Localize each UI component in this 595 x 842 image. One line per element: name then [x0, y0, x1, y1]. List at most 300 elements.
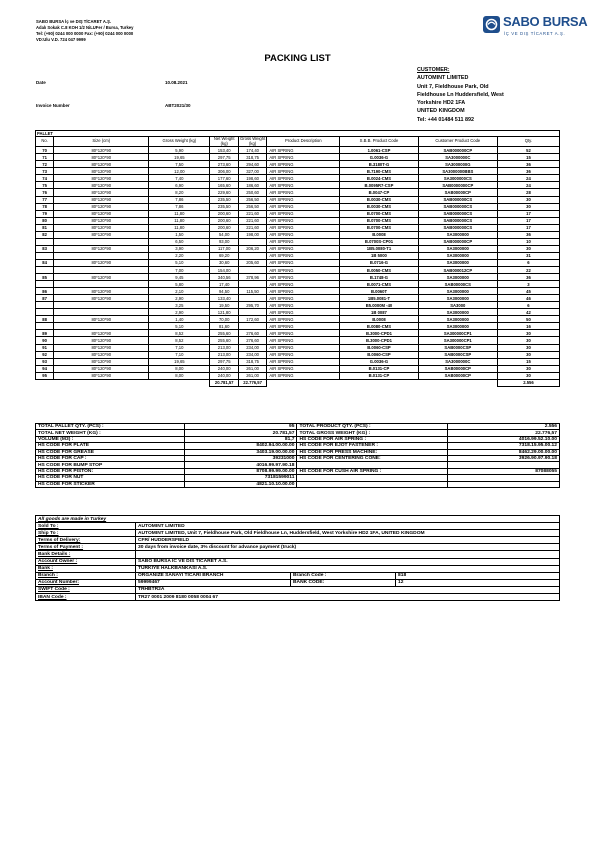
pallet-gross-weight: 6,50: [149, 238, 210, 245]
customer-block: [417, 66, 504, 124]
net-weight: 200,60: [210, 210, 238, 217]
customer-line: Unit 7, Fieldhouse Park, Old: [417, 83, 489, 90]
net-weight: 306,00: [210, 168, 238, 175]
info-label: SWIFT Code :: [36, 586, 136, 593]
company-header: [36, 19, 133, 43]
customer-line: Yorkshire HD2 1FA: [417, 100, 466, 107]
quantity: 36: [497, 231, 559, 238]
pallet-no: 74: [36, 175, 54, 182]
pallet-no: 73: [36, 168, 54, 175]
product-description: AIR SPRING: [267, 161, 340, 168]
pallet-group-label: PALLET: [36, 131, 560, 137]
sbb-product-code: B.3000-CPD1: [340, 330, 418, 337]
pallet-gross-weight: 7,10: [149, 344, 210, 351]
customer-product-code: SA3000000: [418, 252, 497, 259]
table-row: [36, 182, 560, 189]
logo-mark-icon: [483, 16, 500, 33]
invoice-label: Invoice Number: [36, 103, 70, 108]
net-weight: 229,60: [210, 189, 238, 196]
pallet-size: 80*120*90: [54, 295, 149, 302]
info-value: ORGANIZE SANAYI TICARI BRANCH: [136, 572, 291, 579]
pallet-gross-weight: 5,80: [149, 281, 210, 288]
pallet-no: 87: [36, 295, 54, 302]
sbb-product-code: B.0024-CMS: [340, 175, 418, 182]
quantity: 3: [497, 281, 559, 288]
net-weight: 200,60: [210, 224, 238, 231]
customer-product-code: SA300000CP1: [418, 330, 497, 337]
pallet-no: 86: [36, 288, 54, 295]
gross-weight: 198,60: [238, 175, 266, 182]
info-value: [136, 551, 560, 558]
sbb-product-code: B.0030-CMS: [340, 203, 418, 210]
quantity: 10: [497, 238, 559, 245]
pallet-gross-weight: 2,10: [149, 288, 210, 295]
net-weight: 165,60: [210, 182, 238, 189]
sbb-product-code: 1B5.0081-T: [340, 295, 418, 302]
pallet-no: 78: [36, 203, 54, 210]
pallet-gross-weight: 7,40: [149, 175, 210, 182]
pallet-no: 77: [36, 196, 54, 203]
customer-product-code: SAB00000CP: [418, 372, 497, 379]
gross-weight: [238, 238, 266, 245]
summary-label-left: VOLUME (M3) :: [36, 436, 185, 442]
total-gross-weight: 22.776,57: [238, 379, 266, 386]
net-weight: 297,75: [210, 154, 238, 161]
pallet-gross-weight: 8,00: [149, 365, 210, 372]
customer-product-code: SA3000000BBS: [418, 168, 497, 175]
pallet-gross-weight: 1,40: [149, 316, 210, 323]
quantity: 30: [497, 245, 559, 252]
customer-product-code: SA3000000: [418, 288, 497, 295]
net-weight: 81,60: [210, 323, 238, 330]
quantity: 52: [497, 147, 559, 154]
table-row: [36, 147, 560, 154]
quantity: 30: [497, 372, 559, 379]
quantity: 30: [497, 365, 559, 372]
pallet-gross-weight: 5,90: [149, 147, 210, 154]
summary-label-right: HS CODE FOR PRESS MACHINE:: [297, 449, 447, 455]
summary-value-left: 20.781,57: [185, 430, 297, 436]
summary-value-right: 7318.15.95.00.12: [447, 443, 559, 449]
pallet-size: 80*120*90: [54, 161, 149, 168]
customer-product-code: SA3000000: [418, 316, 497, 323]
pallet-no: [36, 323, 54, 330]
product-description: AIR SPRING: [267, 323, 340, 330]
info-row: [36, 594, 560, 601]
customer-product-code: SAB000000CS: [418, 217, 497, 224]
summary-value-right: [447, 481, 559, 487]
net-weight: 19,50: [210, 302, 238, 309]
summary-label-left: HS CODE FOR BUMP STOP: [36, 462, 185, 468]
gross-weight: [238, 309, 266, 316]
quantity: 17: [497, 224, 559, 231]
summary-table: [35, 423, 560, 488]
table-row: [36, 168, 560, 175]
product-description: AIR SPRING: [267, 224, 340, 231]
product-description: AIR SPRING: [267, 344, 340, 351]
gross-weight: 276,60: [238, 330, 266, 337]
pallet-no: 89: [36, 330, 54, 337]
customer-heading: CUSTOMER:: [417, 67, 450, 73]
col-header: Product Description: [267, 137, 340, 147]
pallet-no: 93: [36, 358, 54, 365]
product-description: AIR SPRING: [267, 238, 340, 245]
table-row: [36, 316, 560, 323]
gross-weight: 261,00: [238, 372, 266, 379]
pallet-no: 95: [36, 372, 54, 379]
net-weight: 117,00: [210, 245, 238, 252]
invoice-value: ABT2021/30: [165, 103, 191, 108]
sbb-product-code: B.0047-CP: [340, 189, 418, 196]
product-description: AIR SPRING: [267, 182, 340, 189]
col-header: Gross Weight (kg): [239, 136, 266, 146]
pallet-no: [36, 238, 54, 245]
summary-label-right: TOTAL PRODUCT QTY. (PCS) :: [297, 424, 447, 430]
pallet-no: 88: [36, 316, 54, 323]
table-row: [36, 189, 560, 196]
info-label: Ship To :: [36, 530, 136, 537]
net-weight: 70,00: [210, 316, 238, 323]
info-row: [36, 537, 560, 544]
product-description: AIR SPRING: [267, 365, 340, 372]
pallet-size: [54, 281, 149, 288]
total-net-weight: 20.781,57: [210, 379, 238, 386]
table-totals-row: [36, 379, 560, 386]
summary-label-left: HS CODE FOR PLATE: [36, 443, 185, 449]
pallet-size: 80*120*90: [54, 196, 149, 203]
gross-weight: 295,70: [238, 302, 266, 309]
net-weight: 235,50: [210, 203, 238, 210]
customer-product-code: SAB000000CS: [418, 196, 497, 203]
table-row: [36, 161, 560, 168]
gross-weight: 205,60: [238, 259, 266, 266]
table-row: [36, 358, 560, 365]
quantity: 24: [497, 175, 559, 182]
info-value: TURKIYE HALKBANKASI A.S.: [136, 565, 560, 572]
product-description: AIR SPRING: [267, 351, 340, 358]
info-row: [36, 530, 560, 537]
table-row: [36, 245, 560, 252]
gross-weight: 234,00: [238, 351, 266, 358]
quantity: 17: [497, 210, 559, 217]
product-description: AIR SPRING: [267, 196, 340, 203]
product-description: AIR SPRING: [267, 168, 340, 175]
pallet-no: [36, 252, 54, 259]
pallet-size: [54, 238, 149, 245]
gross-weight: 261,00: [238, 365, 266, 372]
pallet-gross-weight: 5,10: [149, 259, 210, 266]
customer-product-code: SAB000000CP: [418, 238, 497, 245]
net-weight: 133,40: [210, 295, 238, 302]
pallet-size: 80*120*90: [54, 203, 149, 210]
gross-weight: 318,75: [238, 154, 266, 161]
pallet-size: [54, 323, 149, 330]
pallet-no: 71: [36, 154, 54, 161]
table-row: [36, 252, 560, 259]
pallet-size: 80*120*90: [54, 337, 149, 344]
gross-weight: 276,60: [238, 337, 266, 344]
pallet-size: 80*120*90: [54, 358, 149, 365]
info-label: Bank :: [36, 565, 136, 572]
customer-product-code: SA3000000: [418, 259, 497, 266]
sbb-product-code: B.7190-CMS: [340, 168, 418, 175]
net-weight: 93,00: [210, 238, 238, 245]
sbb-product-code: B.0700S-CP01: [340, 238, 418, 245]
sbb-product-code: B.0008: [340, 316, 418, 323]
table-row: [36, 323, 560, 330]
quantity: 30: [497, 351, 559, 358]
customer-product-code: SA300000CP1: [418, 337, 497, 344]
customer-product-code: SAB000012CP: [418, 266, 497, 273]
summary-value-right: 22.776,57: [447, 430, 559, 436]
table-row: [36, 259, 560, 266]
quantity: 6: [497, 259, 559, 266]
origin-note: All goods are made in Turkey: [36, 516, 560, 523]
pallet-size: 80*120*90: [54, 224, 149, 231]
pallet-gross-weight: 3,25: [149, 302, 210, 309]
pallet-gross-weight: 11,80: [149, 224, 210, 231]
sbb-product-code: 1B 5000: [340, 252, 418, 259]
sbb-product-code: B.0050-CMS: [340, 266, 418, 273]
page-title: PACKING LIST: [264, 53, 331, 64]
pallet-no: 85: [36, 274, 54, 281]
info-label: Account Owner :: [36, 558, 136, 565]
customer-product-code: SA3000000: [418, 323, 497, 330]
pallet-gross-weight: 8,00: [149, 372, 210, 379]
summary-label-right: HS CODE FOR CENTERING CONE:: [297, 455, 447, 461]
summary-label-left: TOTAL NET WEIGHT (KG) :: [36, 430, 185, 436]
sbb-product-code: B5.0000M -40: [340, 302, 418, 309]
pallet-gross-weight: 2,90: [149, 295, 210, 302]
net-weight: 240,00: [210, 372, 238, 379]
pallet-size: 80*120*90: [54, 175, 149, 182]
customer-line: Tel: +44 01484 511 892: [417, 116, 474, 123]
gross-weight: 250,60: [238, 189, 266, 196]
table-row: [36, 154, 560, 161]
pallet-no: 84: [36, 259, 54, 266]
table-row: [36, 351, 560, 358]
table-row: [36, 224, 560, 231]
pallet-no: 82: [36, 231, 54, 238]
info-value: CFR/ HUDDERSFIELD: [136, 537, 560, 544]
pallet-size: 80*120*90: [54, 168, 149, 175]
quantity: 45: [497, 288, 559, 295]
net-weight: 213,00: [210, 351, 238, 358]
sbb-product-code: B.3000-CPD1: [340, 337, 418, 344]
product-description: AIR SPRING: [267, 330, 340, 337]
product-description: AIR SPRING: [267, 245, 340, 252]
customer-product-code: SAB000000CS: [418, 224, 497, 231]
sbb-product-code: B.0700-CMS: [340, 217, 418, 224]
gross-weight: 327,00: [238, 168, 266, 175]
pallet-no: [36, 281, 54, 288]
summary-value-left: 39231000: [185, 455, 297, 461]
table-row: [36, 344, 560, 351]
gross-weight: [238, 252, 266, 259]
info-row: [36, 544, 560, 551]
product-description: AIR SPRING: [267, 147, 340, 154]
gross-weight: 318,75: [238, 358, 266, 365]
sbb-product-code: B.0060-CSP: [340, 344, 418, 351]
product-description: AIR SPRING: [267, 154, 340, 161]
quantity: 30: [497, 203, 559, 210]
net-weight: 17,40: [210, 281, 238, 288]
pallet-size: 80*120*90: [54, 189, 149, 196]
gross-weight: 256,50: [238, 196, 266, 203]
gross-weight: [238, 295, 266, 302]
gross-weight: 186,60: [238, 182, 266, 189]
product-description: AIR SPRING: [267, 288, 340, 295]
pallet-no: 70: [36, 147, 54, 154]
company-name: SABO BURSA İç ve DIŞ TİCARET A.Ş.: [36, 19, 112, 24]
product-description: AIR SPRING: [267, 337, 340, 344]
pallet-size: [54, 252, 149, 259]
gross-weight: [238, 323, 266, 330]
customer-line: UNITED KINGDOM: [417, 108, 465, 115]
pallet-gross-weight: 11,80: [149, 210, 210, 217]
pallet-size: 80*120*90: [54, 344, 149, 351]
summary-label-right: HS CODE FOR EJOT FASTENER :: [297, 443, 447, 449]
table-header-row: [36, 137, 560, 147]
quantity: 30: [497, 344, 559, 351]
gross-weight: 172,60: [238, 316, 266, 323]
quantity: 36: [497, 161, 559, 168]
product-description: AIR SPRING: [267, 175, 340, 182]
product-description: AIR SPRING: [267, 302, 340, 309]
gross-weight: 115,50: [238, 288, 266, 295]
pallet-gross-weight: 1,50: [149, 231, 210, 238]
customer-product-code: SAB0000CSP: [418, 344, 497, 351]
customer-line: AUTOMINT LIMITED: [417, 75, 469, 82]
net-weight: 177,60: [210, 175, 238, 182]
info-label-2: BANK CODE:: [291, 579, 396, 586]
customer-line: Fieldhouse Ln Huddersfield, West: [417, 91, 504, 98]
pallet-no: 92: [36, 351, 54, 358]
customer-product-code: SA3000: [418, 302, 497, 309]
pallet-no: [36, 266, 54, 273]
summary-label-left: TOTAL PALLET QTY. (PCS) :: [36, 424, 185, 430]
gross-weight: 256,50: [238, 203, 266, 210]
quantity: 15: [497, 154, 559, 161]
pallet-gross-weight: 12,00: [149, 168, 210, 175]
pallet-no: 94: [36, 365, 54, 372]
summary-label-right: HS CODE FOR AIR SPRING :: [297, 436, 447, 442]
quantity: 36: [497, 274, 559, 281]
company-contact: Tel: (+90) 0244 000 0000 Fax: (+90) 0244 000 0000: [36, 31, 134, 36]
customer-product-code: SA3000000: [418, 309, 497, 316]
info-label: IBAN Code :: [36, 594, 136, 601]
product-description: AIR SPRING: [267, 266, 340, 273]
info-row: [36, 565, 560, 572]
summary-value-left: 4016.99.97.90.18: [185, 462, 297, 468]
info-table: [35, 515, 560, 601]
net-weight: 255,60: [210, 337, 238, 344]
pallet-no: 83: [36, 245, 54, 252]
pallet-gross-weight: 19,65: [149, 154, 210, 161]
sbb-product-code: G.0036-G: [340, 358, 418, 365]
summary-label-left: HS CODE FOR GREASE: [36, 449, 185, 455]
pallet-size: 80*120*90: [54, 210, 149, 217]
summary-value-right: 87088055: [447, 468, 559, 474]
sbb-product-code: B.0095R7-CSP: [340, 182, 418, 189]
net-weight: 200,60: [210, 217, 238, 224]
quantity: 17: [497, 217, 559, 224]
col-header: Customer Product Code: [418, 137, 497, 147]
info-value-2: 12: [396, 579, 560, 586]
sbb-product-code: B.0131-CP: [340, 372, 418, 379]
quantity: 50: [497, 316, 559, 323]
table-row: [36, 281, 560, 288]
pallet-no: [36, 309, 54, 316]
quantity: 46: [497, 295, 559, 302]
quantity: 24: [497, 182, 559, 189]
pallet-size: 80*120*90: [54, 372, 149, 379]
customer-product-code: SA3000000: [418, 245, 497, 252]
summary-value-left: 95: [185, 424, 297, 430]
info-label: Branch :: [36, 572, 136, 579]
summary-value-left: 8708.99.99.00.00: [185, 468, 297, 474]
summary-label-left: HS CODE FOR CAP :: [36, 455, 185, 461]
summary-label-left: HS CODE FOR NUT: [36, 475, 185, 481]
gross-weight: 294,60: [238, 161, 266, 168]
customer-product-code: SAB0000000CP: [418, 182, 497, 189]
quantity: 30: [497, 196, 559, 203]
info-label: Terms of Payment :: [36, 544, 136, 551]
net-weight: 297,75: [210, 358, 238, 365]
customer-product-code: SA3000000G: [418, 161, 497, 168]
info-value: 59999467: [136, 579, 291, 586]
info-label-2: Branch Code :: [291, 572, 396, 579]
info-value: AUTOMINT LIMITED, Unit 7, Fieldhouse Park, Old Fieldhouse Ln, Huddersfield, West Yorkshire HD2 1FA, UNITED KINGDOM: [136, 530, 560, 537]
customer-product-code: SA3000000: [418, 274, 497, 281]
info-value: TRHBTR2A: [136, 586, 560, 593]
sbb-product-code: B.0060T: [340, 288, 418, 295]
summary-row: [36, 481, 560, 487]
pallet-gross-weight: 2,20: [149, 252, 210, 259]
pallet-size: 80*120*90: [54, 259, 149, 266]
quantity: 42: [497, 309, 559, 316]
customer-product-code: SA3000000C: [418, 358, 497, 365]
sbb-product-code: 1B 0087: [340, 309, 418, 316]
quantity: 30: [497, 337, 559, 344]
pallet-gross-weight: 7,00: [149, 266, 210, 273]
sbb-product-code: B.0131-CP: [340, 365, 418, 372]
quantity: 36: [497, 168, 559, 175]
col-header: Qty.: [497, 137, 559, 147]
quantity: 31: [497, 252, 559, 259]
company-address: Adalı Sokak C.8 KOH 1/2 NiLUFer / Bursa, Turkey: [36, 25, 134, 30]
summary-label-right: [297, 481, 447, 487]
date-value: 10.08.2021: [165, 80, 188, 85]
info-value: 30 days from invoice date, 3% discount for advance payment (truck): [136, 544, 560, 551]
quantity: 30: [497, 330, 559, 337]
table-row: [36, 175, 560, 182]
gross-weight: 378,96: [238, 274, 266, 281]
pallet-gross-weight: 8,52: [149, 337, 210, 344]
table-row: [36, 302, 560, 309]
pallet-size: 80*120*90: [54, 147, 149, 154]
pallet-gross-weight: 6,90: [149, 182, 210, 189]
pallet-size: 80*120*90: [54, 351, 149, 358]
sbb-product-code: 1B5.0080-T1: [340, 245, 418, 252]
pallet-no: 81: [36, 224, 54, 231]
customer-product-code: SAB00000CS: [418, 281, 497, 288]
pallet-no: 91: [36, 344, 54, 351]
summary-value-right: 4016.99.52.10.00: [447, 436, 559, 442]
pallet-no: 76: [36, 189, 54, 196]
info-row: [36, 586, 560, 593]
company-logo: [483, 14, 588, 42]
